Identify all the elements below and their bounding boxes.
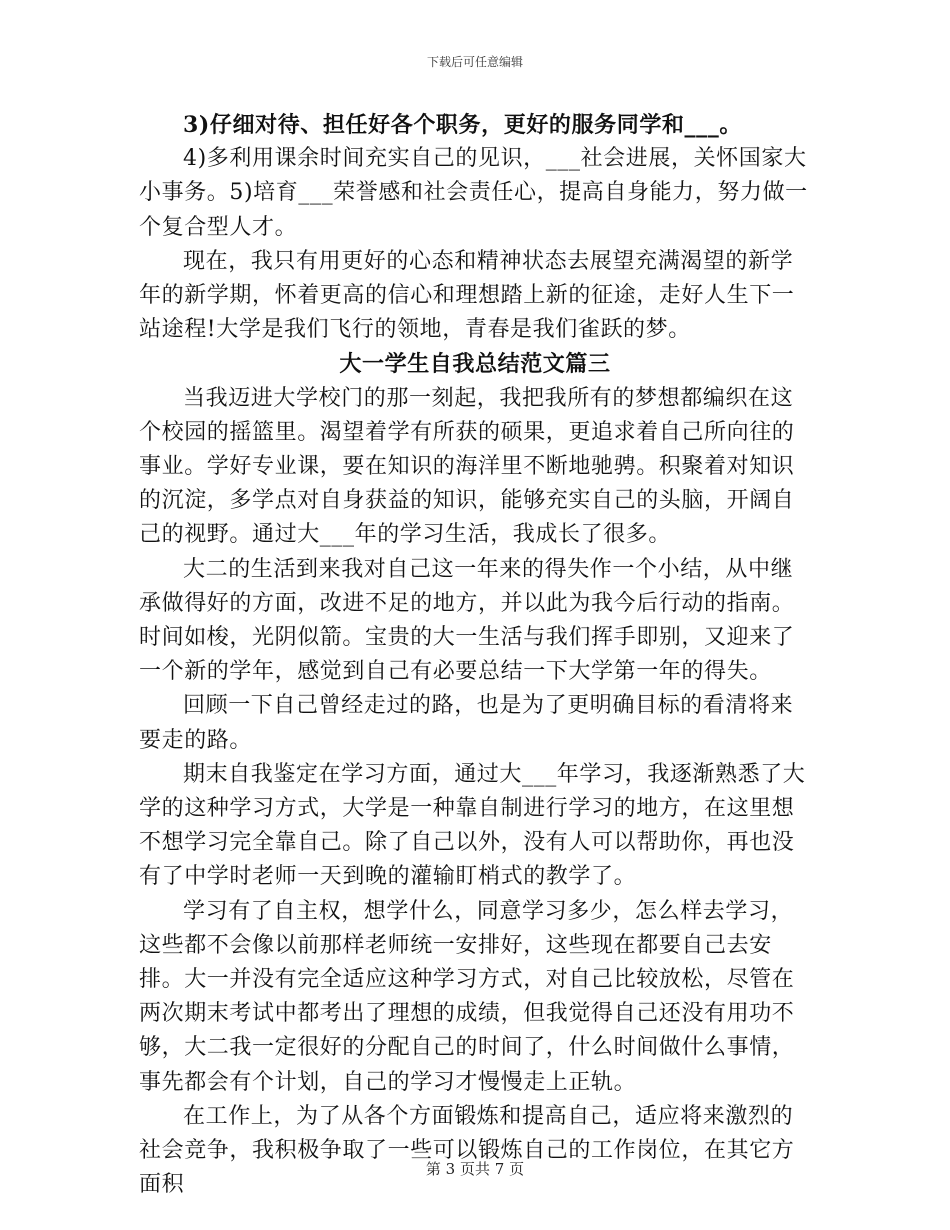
page-number-indicator: 第 3 页共 7 页 xyxy=(425,1160,525,1178)
paragraph-item-3: 3)仔细对待、担任好各个职务，更好的服务同学和___。 xyxy=(183,112,742,138)
section-paragraph: 当我迈进大学校门的那一刻起，我把我所有的梦想都编织在这个校园的摇篮里。渴望着学有所获的硕果，更追求着自己所向往的事业。学好专业课，要在知识的海洋里不断地驰骋。积聚着对知识的沉淀，多学点对自身获益的知识，能够充实自己的头脑，开阔自己的视野。通过大___年的学习生活，我成长了很多。 xyxy=(139,385,795,548)
section-paragraph: 学习有了自主权，想学什么，同意学习多少，怎么样去学习，这些都不会像以前那样老师统一安排好，这些现在都要自己去安排。大一并没有完全适应这种学习方式，对自己比较放松，尽管在两次期末考试中都考出了理想的成绩，但我觉得自己还没有用功不够，大二我一定很好的分配自己的时间了，什么时间做什么事情，事先都会有个计划，自己的学习才慢慢走上正轨。 xyxy=(139,898,795,1095)
page-header-note: 下载后可任意编辑 xyxy=(426,55,523,69)
section-paragraph: 回顾一下自己曾经走过的路，也是为了更明确目标的看清将来要走的路。 xyxy=(139,693,794,753)
section-paragraph: 大二的生活到来我对自己这一年来的得失作一个小结，从中继承做得好的方面，改进不足的地方，并以此为我今后行动的指南。时间如梭，光阴似箭。宝贵的大一生活与我们挥手即别，又迎来了一个新的学年，感觉到自己有必要总结一下大学第一年的得失。 xyxy=(139,556,795,685)
section-paragraph: 期末自我鉴定在学习方面，通过大___年学习，我逐渐熟悉了大学的这种学习方式，大学是一种靠自制进行学习的地方，在这里想不想学习完全靠自己。除了自己以外，没有人可以帮助你，再也没有了中学时老师一天到晚的灌输盯梢式的教学了。 xyxy=(139,761,806,890)
section-paragraph: 在工作上，为了从各个方面锻炼和提高自己，适应将来激烈的社会竞争，我积极争取了一些可以锻炼自己的工作岗位，在其它方面积 xyxy=(139,1103,795,1198)
section-title: 大一学生自我总结范文篇三 xyxy=(339,351,611,378)
paragraph-outlook: 现在，我只有用更好的心态和精神状态去展望充满渴望的新学年的新学期，怀着更高的信心和理想踏上新的征途，走好人生下一站途程!大学是我们飞行的领地，青春是我们雀跃的梦。 xyxy=(139,248,795,343)
paragraph-item-4-5: 4)多利用课余时间充实自己的见识，___社会进展，关怀国家大小事务。5)培育___荣誉感和社会责任心，提高自身能力，努力做一个复合型人才。 xyxy=(139,146,808,240)
document-body xyxy=(139,108,811,1203)
